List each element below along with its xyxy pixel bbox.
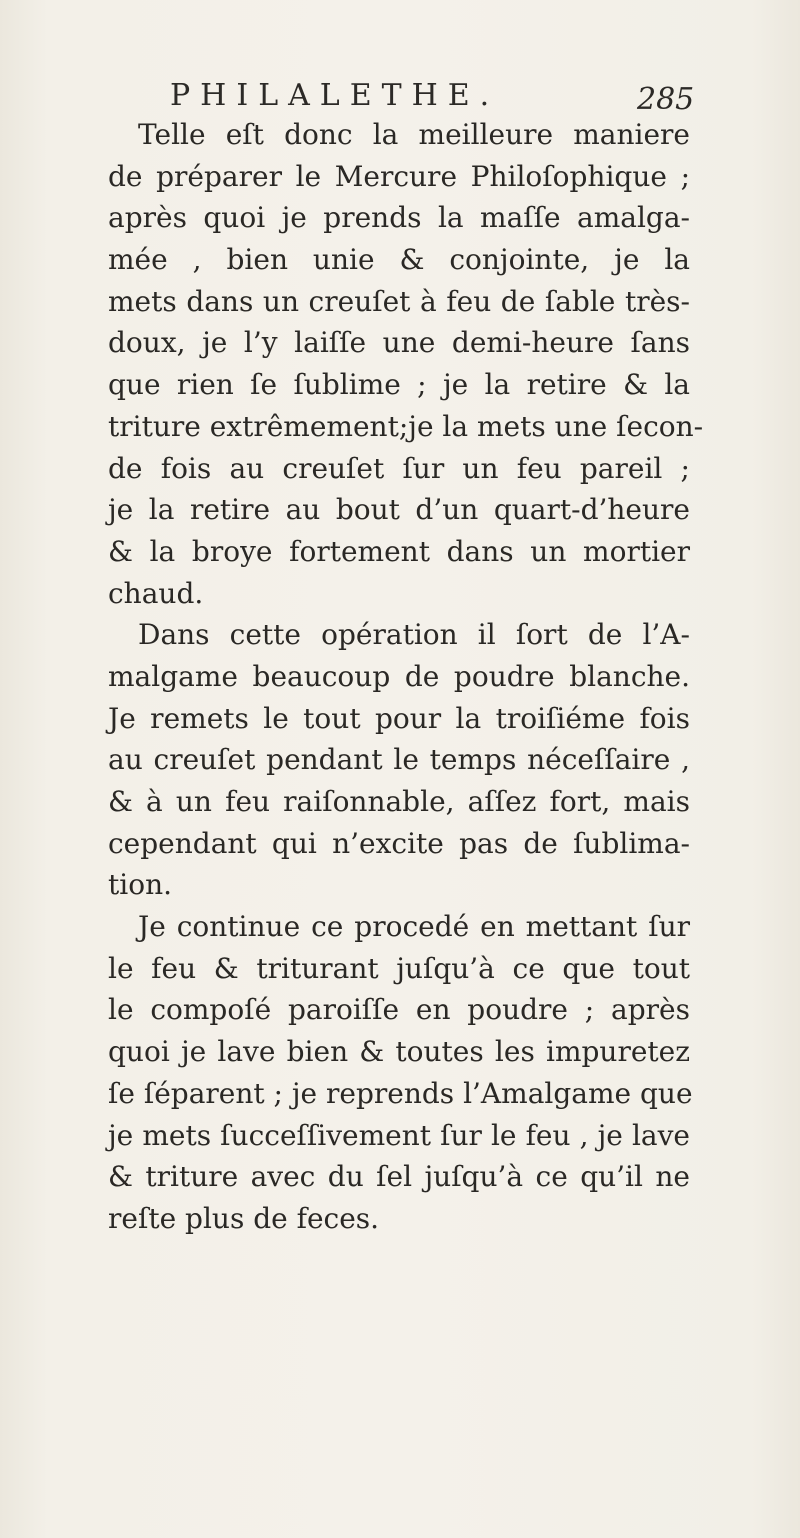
text-line: de préparer le Mercure Philoſophique ; <box>108 159 690 193</box>
text-line: malgame beaucoup de poudre blanche. <box>108 659 690 693</box>
text-line: que rien ſe ſublime ; je la retire & la <box>108 368 690 402</box>
running-head-title: PHILALETHE. <box>170 78 500 113</box>
text-line: quoi je lave bien & toutes les impuretez <box>108 1035 690 1069</box>
text-line: & la broye fortement dans un mortier <box>108 534 690 568</box>
body-text <box>108 114 704 1240</box>
text-line: Telle eſt donc la meilleure maniere <box>138 118 690 151</box>
text-line: & à un feu raiſonnable, aſſez fort, mais <box>108 785 690 818</box>
text-line: le feu & triturant juſqu’à ce que tout <box>108 951 690 985</box>
text-line: Je continue ce procedé en mettant ſur <box>138 910 690 944</box>
text-line: de fois au creuſet ſur un feu pareil ; <box>108 451 690 485</box>
text-line: ſe ſéparent ; je reprends l’Amalgame que <box>108 1076 693 1110</box>
text-line: je mets ſucceſſivement ſur le feu , je lave <box>108 1118 690 1152</box>
text-line: reſte plus de feces. <box>108 1201 380 1235</box>
text-line: après quoi je prends la maſſe amalga- <box>108 201 690 235</box>
text-line: tion. <box>108 868 172 902</box>
text-line: doux, je l’y laiſſe une demi-heure ſans <box>108 326 690 360</box>
text-line: je la retire au bout d’un quart-d’heure <box>108 493 690 527</box>
text-line: Je remets le tout pour la troiſiéme fois <box>108 701 690 735</box>
text-line: & triture avec du ſel juſqu’à ce qu’il ne <box>108 1160 690 1194</box>
text-line: cependant qui n’excite pas de ſublima- <box>108 826 690 860</box>
text-line: mets dans un creuſet à feu de ſable très- <box>108 284 690 318</box>
text-line: triture extrêmement;je la mets une ſecon- <box>108 409 704 443</box>
text-line: mée , bien unie & conjointe, je la <box>108 243 690 277</box>
text-line: chaud. <box>108 576 204 610</box>
page-number: 285 <box>637 82 695 117</box>
text-line: le compoſé paroiſſe en poudre ; après <box>108 993 690 1027</box>
text-line: Dans cette opération il ſort de l’A- <box>138 618 690 652</box>
text-line: au creuſet pendant le temps néceſſaire , <box>108 743 690 777</box>
